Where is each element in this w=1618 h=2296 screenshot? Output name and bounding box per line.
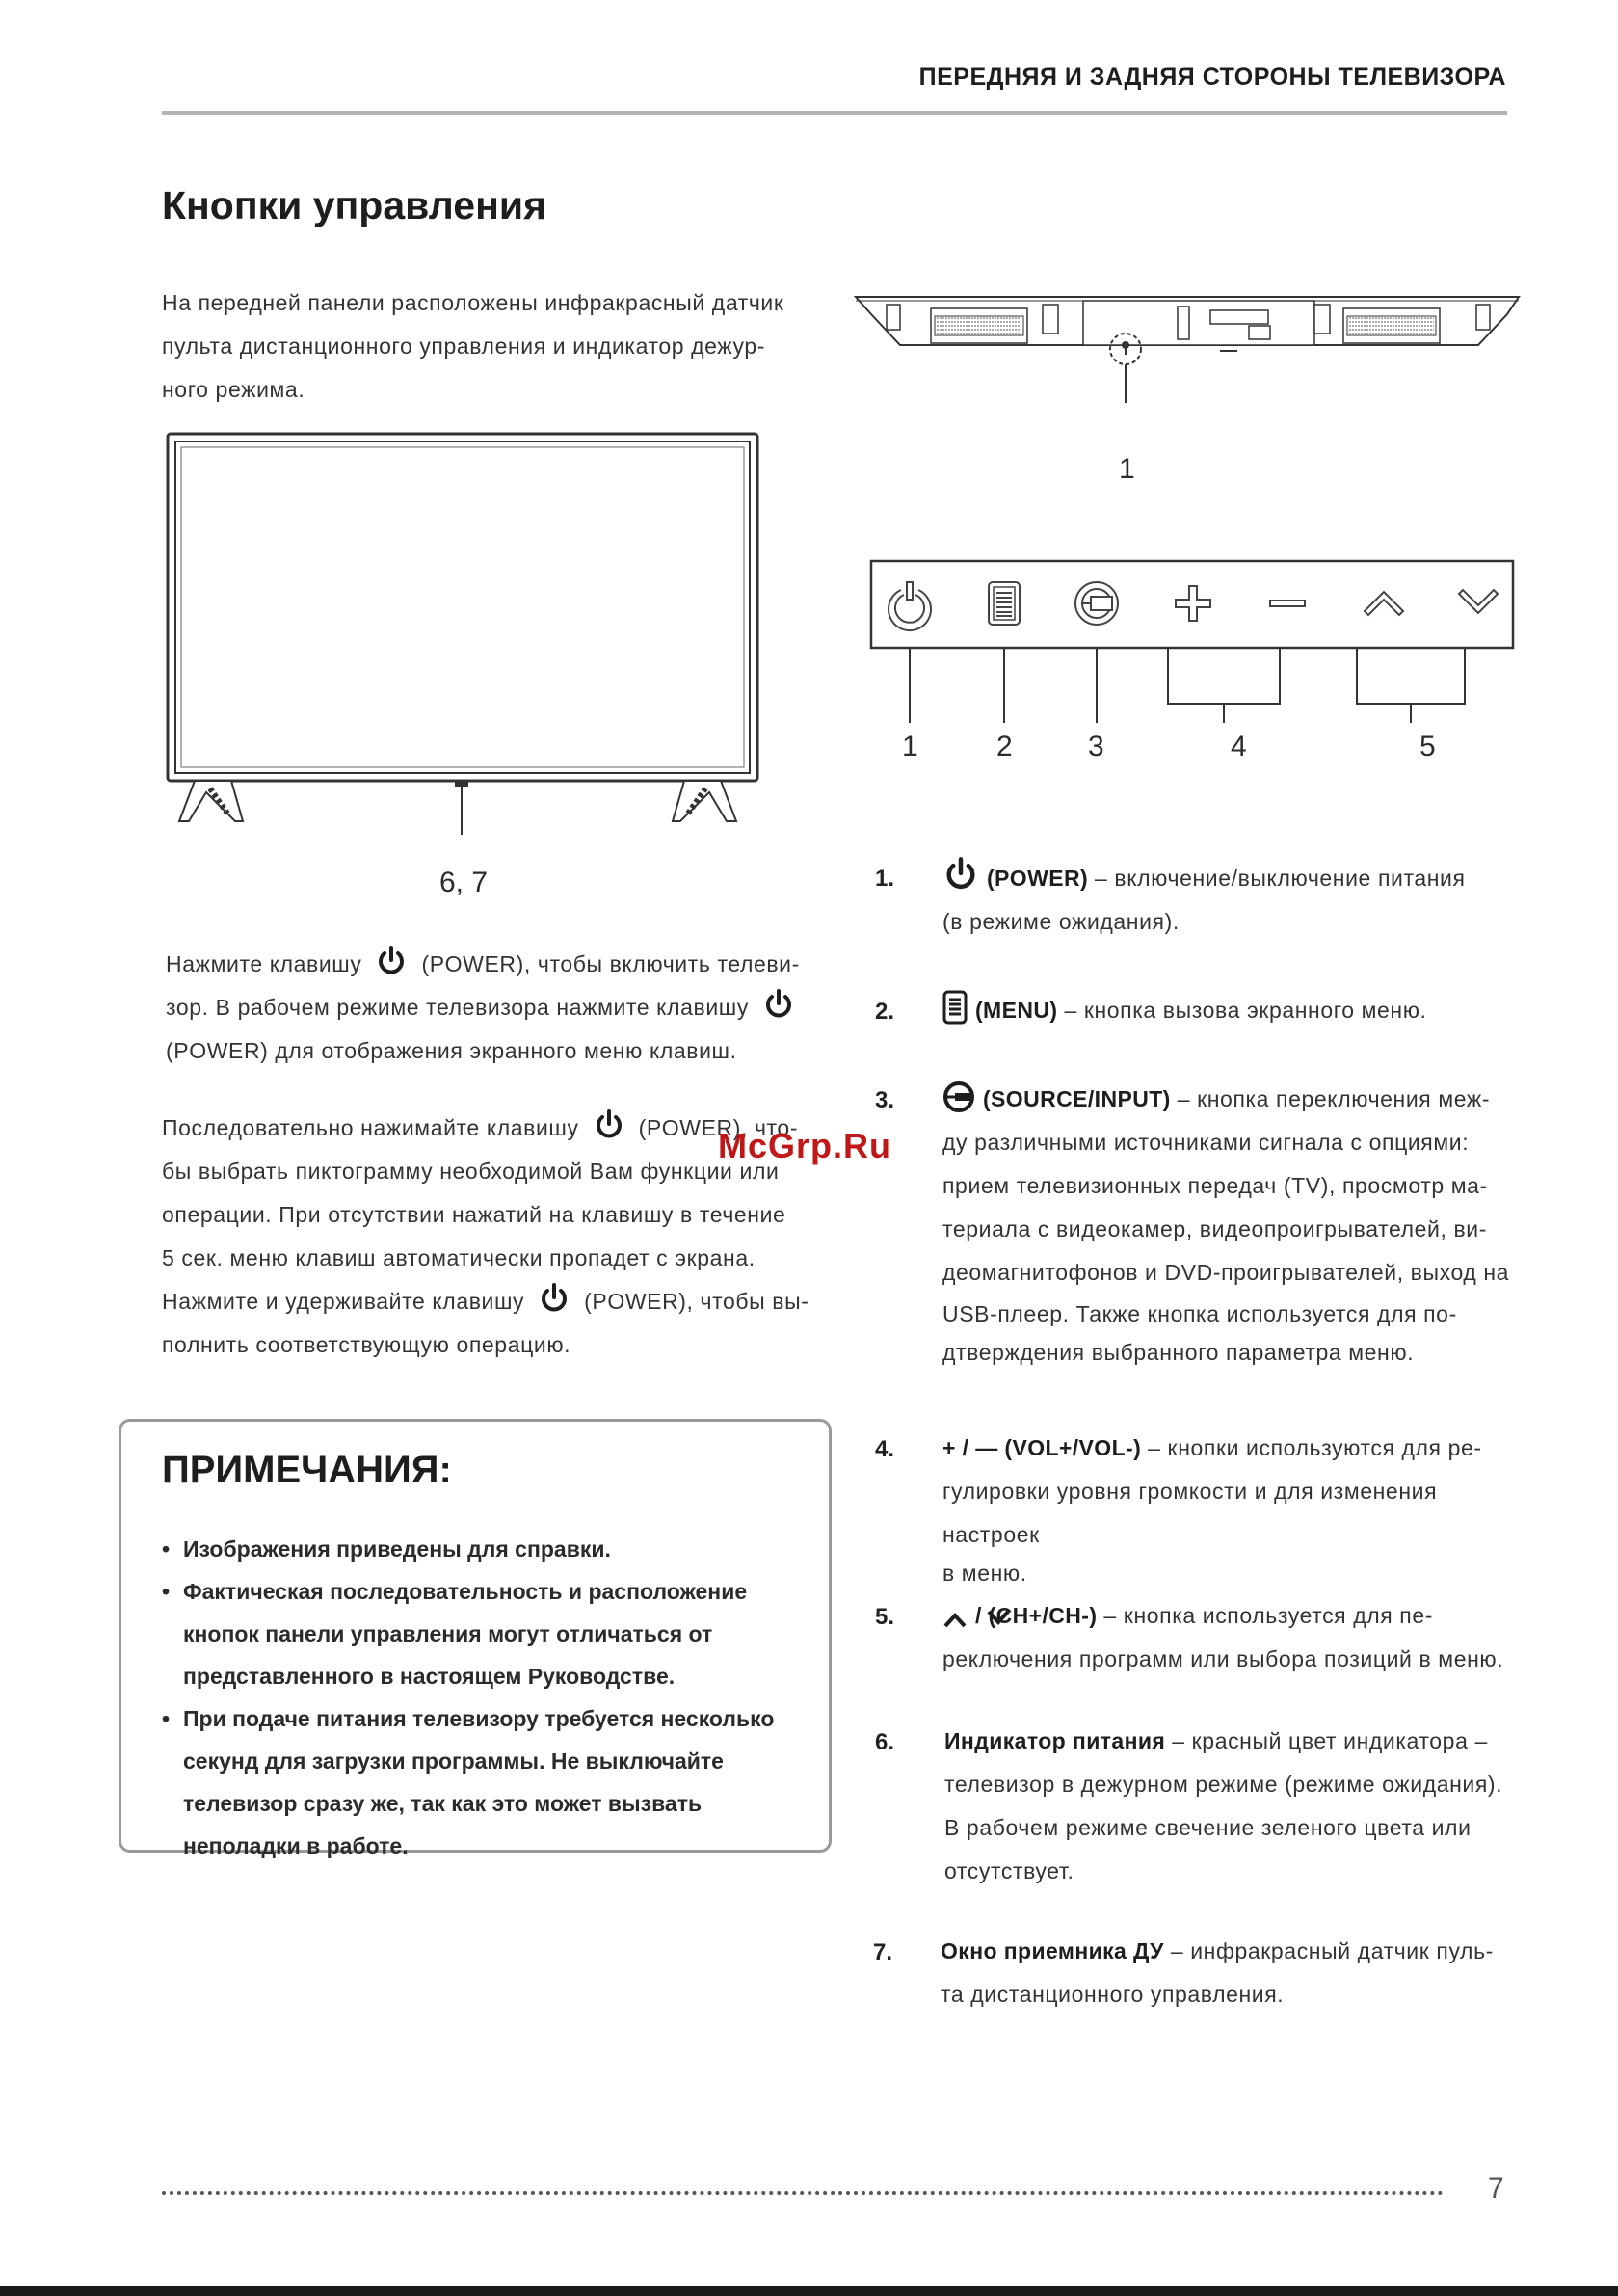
power-icon bbox=[538, 1282, 570, 1315]
power-paragraph bbox=[166, 943, 811, 1073]
panel-label: 3 bbox=[1088, 731, 1104, 762]
power-icon bbox=[593, 1108, 625, 1141]
tv-front-label: 6, 7 bbox=[439, 867, 489, 898]
list-item bbox=[942, 989, 1521, 1032]
footer-divider bbox=[162, 2191, 1444, 2195]
text: (POWER), что- bbox=[638, 1115, 799, 1140]
power-icon bbox=[942, 856, 979, 893]
text: (POWER), чтобы включить телеви- bbox=[421, 951, 800, 976]
text: зор. В рабочем режиме телевизора нажмите клавишу bbox=[166, 995, 749, 1020]
panel-label: 1 bbox=[902, 731, 918, 762]
item-number: 4. bbox=[875, 1436, 895, 1462]
item-title: / (CH+/CH-) bbox=[975, 1603, 1098, 1628]
bottom-band bbox=[0, 2286, 1618, 2296]
notes-box bbox=[119, 1419, 832, 1858]
tv-bottom-label: 1 bbox=[1119, 453, 1135, 485]
item-title: (MENU) bbox=[975, 998, 1058, 1023]
page-number: 7 bbox=[1488, 2173, 1504, 2204]
item-title: Индикатор питания bbox=[944, 1728, 1166, 1753]
text: 5 сек. меню клавиш автоматически пропадет с экрана. bbox=[162, 1245, 756, 1270]
item-text: – кнопки используются для ре- bbox=[1141, 1435, 1482, 1460]
panel-label: 5 bbox=[1419, 731, 1436, 762]
item-text: – кнопка вызова экранного меню. bbox=[1057, 998, 1427, 1023]
list-item bbox=[941, 1930, 1519, 2016]
item-text: В рабочем режиме свечение зеленого цвета или bbox=[944, 1815, 1472, 1840]
list-item bbox=[942, 1427, 1521, 1589]
item-number: 5. bbox=[875, 1604, 895, 1630]
list-item: • Изображения приведены для справки. bbox=[162, 1528, 788, 1570]
intro-line: ного режима. bbox=[162, 377, 305, 402]
item-text: – включение/выключение питания bbox=[1088, 866, 1466, 891]
item-text: териала с видеокамер, видеопроигрывателей, ви- bbox=[942, 1216, 1487, 1241]
text: операции. При отсутствии нажатий на клавишу в течение bbox=[162, 1202, 786, 1227]
list-item: • При подаче питания телевизору требуется несколько секунд для загрузки программы. Не выключайте телевизор сразу же, так как это может вызвать неполадки в работе. bbox=[162, 1697, 788, 1867]
item-text: ду различными источниками сигнала с опциями: bbox=[942, 1130, 1470, 1155]
source-icon bbox=[942, 1081, 975, 1113]
item-text: гулировки уровня громкости и для изменения настроек bbox=[942, 1479, 1438, 1547]
intro-paragraph bbox=[162, 281, 798, 412]
item-text: – инфракрасный датчик пуль- bbox=[1163, 1938, 1494, 1963]
list-item: • Фактическая последовательность и расположение кнопок панели управления могут отличаться от представленного в настоящем Руководстве. bbox=[162, 1570, 788, 1697]
text: Нажмите и удерживайте клавишу bbox=[162, 1289, 525, 1314]
text: Последовательно нажимайте клавишу bbox=[162, 1115, 579, 1140]
item-text: та дистанционного управления. bbox=[941, 1982, 1285, 2007]
control-panel-illustration bbox=[869, 559, 1515, 742]
text: бы выбрать пиктограмму необходимой Вам функции или bbox=[162, 1159, 780, 1184]
item-text: телевизор в дежурном режиме (режиме ожидания). bbox=[944, 1772, 1503, 1797]
item-text: – кнопка используется для пе- bbox=[1097, 1603, 1434, 1628]
list-item bbox=[944, 1720, 1523, 1893]
item-number: 1. bbox=[875, 866, 895, 892]
section-title: Кнопки управления bbox=[162, 183, 546, 227]
text: (POWER) для отображения экранного меню клавиш. bbox=[166, 1038, 737, 1063]
power-icon bbox=[762, 988, 795, 1021]
item-text: – красный цвет индикатора – bbox=[1165, 1728, 1488, 1753]
item-text: дтверждения выбранного параметра меню. bbox=[942, 1340, 1415, 1365]
item-text: реключения программ или выбора позиций в меню. bbox=[942, 1646, 1504, 1671]
item-title: Окно приемника ДУ bbox=[941, 1938, 1164, 1963]
panel-label: 4 bbox=[1231, 731, 1247, 762]
item-number: 2. bbox=[875, 999, 895, 1025]
list-item bbox=[942, 1594, 1521, 1681]
item-text: деомагнитофонов и DVD-проигрывателей, выход на bbox=[942, 1260, 1510, 1285]
item-text: прием телевизионных передач (TV), просмотр ма- bbox=[942, 1173, 1488, 1198]
notes-list bbox=[162, 1528, 788, 1867]
source-icon bbox=[1075, 582, 1118, 625]
tv-front-illustration bbox=[160, 430, 767, 835]
intro-line: На передней панели расположены инфракрасный датчик bbox=[162, 290, 784, 315]
item-title: (SOURCE/INPUT) bbox=[983, 1086, 1171, 1111]
power-icon bbox=[375, 945, 408, 977]
header-divider bbox=[162, 111, 1507, 115]
tv-bottom-illustration bbox=[852, 287, 1526, 407]
list-item bbox=[942, 1078, 1521, 1372]
item-number: 6. bbox=[875, 1729, 895, 1755]
item-number: 3. bbox=[875, 1087, 895, 1113]
text: Нажмите клавишу bbox=[166, 951, 362, 976]
down-chevron-icon bbox=[985, 1608, 1012, 1627]
item-text: в меню. bbox=[942, 1561, 1027, 1586]
up-chevron-icon bbox=[942, 1611, 968, 1630]
item-text: (в режиме ожидания). bbox=[942, 909, 1180, 934]
page-header-title: ПЕРЕДНЯЯ И ЗАДНЯЯ СТОРОНЫ ТЕЛЕВИЗОРА bbox=[918, 64, 1506, 91]
item-title: (POWER) bbox=[987, 866, 1089, 891]
text: (POWER), чтобы вы- bbox=[584, 1289, 809, 1314]
notes-title: ПРИМЕЧАНИЯ: bbox=[162, 1449, 452, 1491]
watermark: McGrp.Ru bbox=[718, 1126, 892, 1165]
item-title: + / — (VOL+/VOL-) bbox=[942, 1435, 1142, 1460]
list-item bbox=[942, 856, 1521, 944]
panel-label: 2 bbox=[996, 731, 1013, 762]
item-number: 7. bbox=[873, 1939, 893, 1965]
item-text: USB-плеер. Также кнопка используется для по- bbox=[942, 1301, 1457, 1326]
item-text: – кнопка переключения меж- bbox=[1170, 1086, 1491, 1111]
text: полнить соответствующую операцию. bbox=[162, 1332, 571, 1357]
item-text: отсутствует. bbox=[944, 1858, 1074, 1883]
menu-icon bbox=[942, 990, 968, 1025]
intro-line: пульта дистанционного управления и индикатор дежур- bbox=[162, 334, 766, 359]
